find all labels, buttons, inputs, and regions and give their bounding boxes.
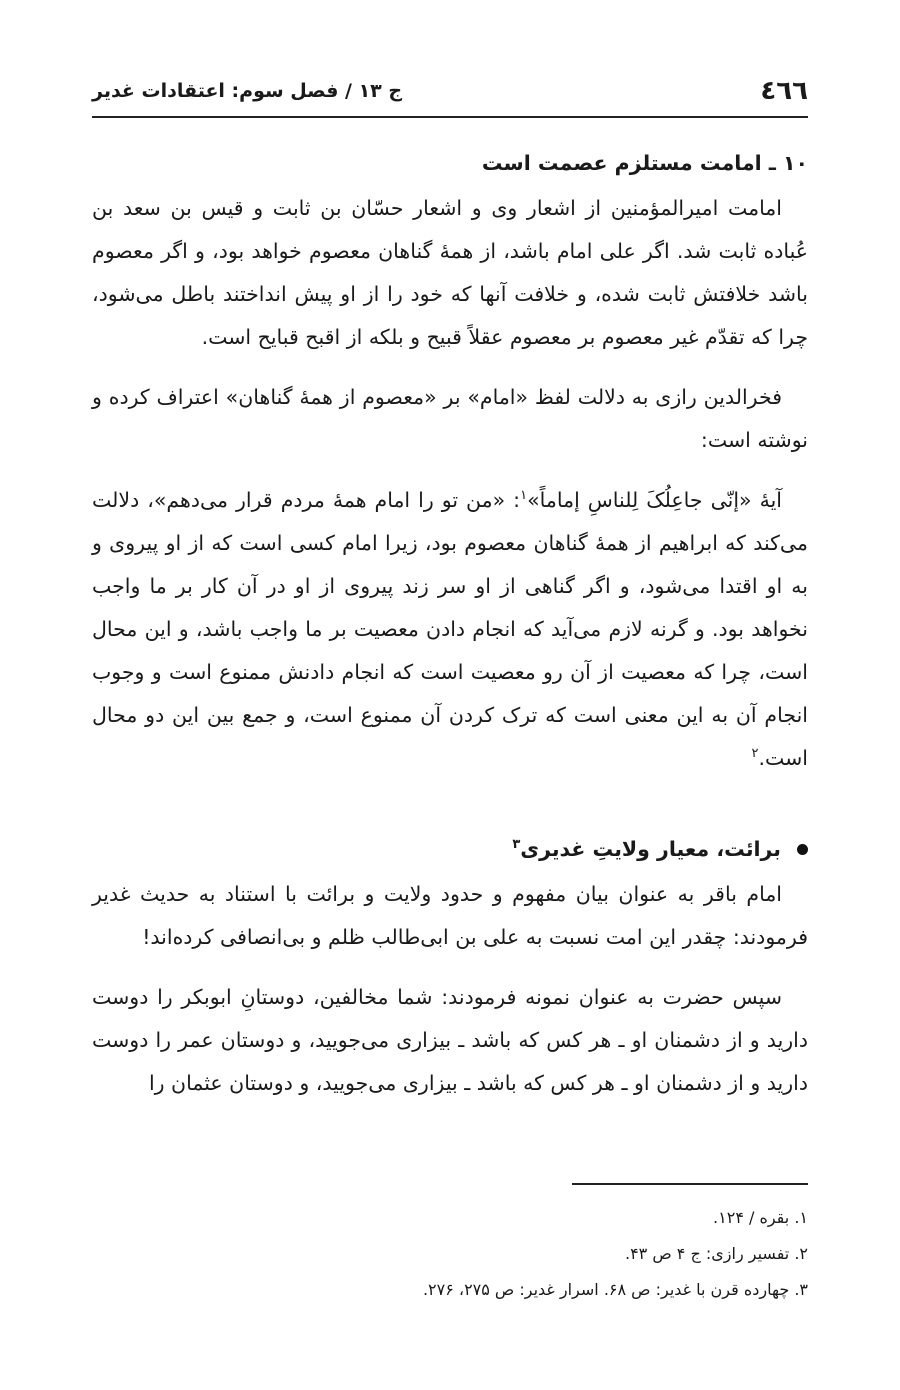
page-content	[92, 142, 808, 1122]
paragraph-imamat: امامت امیرالمؤمنین از اشعار وی و اشعار حسّان بن ثابت و قیس بن سعد بن عُباده ثابت شد. اگر علی امام باشد، از همهٔ گناهان معصوم خواهد بود، و اگر معصوم باشد خلافتش ثابت شده، و خلافت آنها که خود را از او پیش انداختند باطل می‌شود، چرا که تقدّم غیر معصوم بر معصوم عقلاً قبیح و بلکه از اقبح قبایح است.	[92, 196, 808, 349]
section-heading-10: ١٠ ـ امامت مستلزم عصمت است	[481, 151, 808, 175]
section-heading-text: برائت، معیار ولایتِ غدیری	[520, 837, 781, 861]
page-number: ٤٦٦	[760, 76, 808, 106]
bullet-icon	[797, 844, 808, 855]
page-header	[92, 70, 808, 118]
footnote-ref-1: ١	[520, 488, 528, 504]
footnote-3: ٣. چهارده قرن با غدیر: ص ۶٨. اسرار غدیر: ص ٢٧۵، ٢٧۶.	[422, 1280, 808, 1299]
quote-verse: آیهٔ «إنّی جاعِلُکَ لِلناسِ إماماً»	[527, 488, 782, 512]
section-heading-baraat	[92, 828, 808, 871]
running-title: ج ١٣ / فصل سوم: اعتقادات غدیر	[92, 80, 403, 102]
footnote-ref-3: ٣	[512, 837, 521, 853]
footnote-divider	[572, 1183, 808, 1185]
footnotes	[92, 1200, 808, 1308]
paragraph-fakhr-razi: فخرالدین رازی به دلالت لفظ «امام» بر «معصوم از همهٔ گناهان» اعتراف کرده و نوشته است:	[92, 385, 808, 452]
paragraph-quote	[92, 479, 808, 780]
paragraph-example: سپس حضرت به عنوان نمونه فرمودند: شما مخالفین، دوستانِ ابوبکر را دوست دارید و از دشمنان او ـ هر کس که باشد ـ بیزاری می‌جویید، و دوستان عمر را دوست دارید و از دشمنان او ـ هر کس که باشد ـ بیزاری می‌جویید، و دوستان عثمان را	[92, 985, 808, 1095]
footnote-2: ٢. تفسیر رازی: ج ۴ ص ۴٣.	[624, 1244, 808, 1263]
footnote-1: ١. بقره / ١٢۴.	[713, 1208, 808, 1227]
paragraph-imam-baqir: امام باقر به عنوان بیان مفهوم و حدود ولایت و برائت با استناد به حدیث غدیر فرمودند: چقدر این امت نسبت به علی بن ابی‌طالب ظلم و بی‌انصافی کرده‌اند!	[92, 882, 808, 949]
footnote-ref-2: ٢	[751, 746, 759, 762]
quote-body: : «من تو را امام همهٔ مردم قرار می‌دهم»، دلالت می‌کند که ابراهیم از همهٔ گناهان معصوم بود، زیرا امام کسی است که از او پیروی و به او اقتدا می‌شود، و اگر گناهی از او سر زند پیروی از او در آن کار بر ما واجب نخواهد بود. و گرنه لازم می‌آید که انجام دادن معصیت بر ما واجب باشد، و این محال است، چرا که معصیت از آن رو معصیت است که انجام دادنش ممنوع است و وجوب انجام آن به این معنی است که ترک کردن آن ممنوع است، و جمع بین این دو محال است.	[92, 488, 808, 770]
